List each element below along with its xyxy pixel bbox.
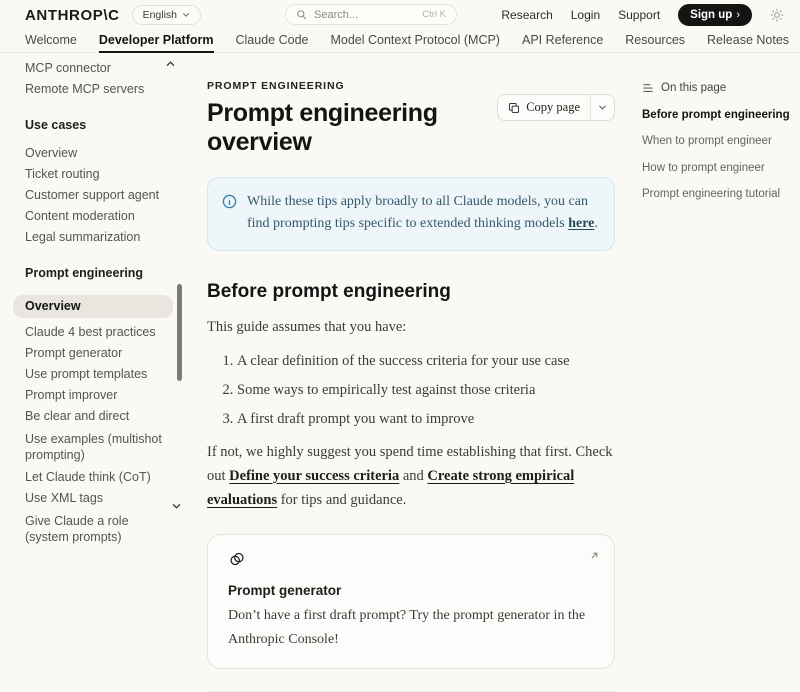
chevron-down-icon	[182, 11, 190, 19]
sidebar-section-use-cases: Use cases	[25, 118, 87, 132]
language-label: English	[142, 9, 178, 21]
breadcrumb: PROMPT ENGINEERING	[207, 80, 345, 92]
sidebar-item-pe-overview[interactable]: Overview	[13, 295, 173, 318]
sidebar-item-customer-support-agent[interactable]: Customer support agent	[25, 188, 160, 202]
page-header	[207, 80, 615, 157]
tab-welcome[interactable]: Welcome	[25, 33, 77, 47]
list-item: 2. Some ways to empirically test against those criteria	[237, 382, 615, 399]
card-title: Prompt generator	[228, 583, 342, 599]
sidebar-item-use-examples-multishot[interactable]: Use examples (multishot prompting)	[25, 432, 162, 462]
anthropic-logo[interactable]: ANTHROP\C	[25, 6, 120, 24]
on-this-page-toc	[642, 53, 792, 509]
prompt-generator-card[interactable]	[207, 534, 615, 668]
sidebar-item-legal-summarization[interactable]: Legal summarization	[25, 230, 141, 244]
top-bar	[0, 0, 800, 28]
primary-nav-tabs	[0, 28, 800, 53]
list-item: 1. A clear definition of the success criteria for your use case	[237, 353, 615, 370]
content-area	[0, 53, 800, 647]
top-right-nav	[501, 4, 784, 26]
page-header-text	[207, 80, 497, 157]
left-sidebar	[0, 53, 195, 544]
toc-item-prompt-engineering-tutorial[interactable]: Prompt engineering tutorial	[642, 188, 781, 201]
sidebar-item-give-claude-a-role[interactable]: Give Claude a role (system prompts)	[25, 514, 129, 544]
sign-up-label: Sign up	[690, 9, 733, 21]
define-success-criteria-link[interactable]: Define your success criteria	[229, 467, 400, 484]
search-shortcut: Ctrl K	[422, 9, 446, 20]
external-link-icon	[589, 548, 600, 566]
info-callout	[207, 177, 615, 251]
callout-text	[247, 191, 598, 236]
followup-part2: and	[399, 467, 428, 484]
tab-resources[interactable]: Resources	[625, 33, 686, 47]
followup-part3: for tips and guidance.	[277, 491, 407, 508]
copy-page-label: Copy page	[526, 100, 580, 114]
tab-release-notes[interactable]: Release Notes	[707, 33, 790, 47]
research-link[interactable]: Research	[501, 8, 553, 22]
sidebar-item-be-clear-and-direct[interactable]: Be clear and direct	[25, 409, 130, 423]
toc-heading-label: On this page	[661, 82, 727, 94]
tab-developer-platform[interactable]: Developer Platform	[99, 28, 214, 52]
toc-heading	[642, 82, 792, 94]
copy-icon	[508, 102, 520, 114]
sidebar-scrollbar[interactable]	[177, 284, 182, 381]
tab-api-reference[interactable]: API Reference	[521, 33, 604, 47]
card-description: Don’t have a first draft prompt? Try the prompt generator in the Anthropic Console!	[228, 608, 586, 647]
chevron-down-icon	[598, 103, 607, 112]
language-selector[interactable]	[132, 5, 201, 25]
search-icon	[296, 9, 307, 20]
sidebar-scroll-up-icon[interactable]	[166, 56, 175, 70]
arrow-right-icon: ›	[736, 8, 740, 21]
section-heading-before-prompt-engineering: Before prompt engineering	[207, 280, 451, 302]
login-link[interactable]: Login	[570, 8, 601, 22]
search-input[interactable]	[285, 4, 457, 25]
sidebar-item-prompt-improver[interactable]: Prompt improver	[25, 388, 118, 402]
followup-part1: If not, we highly suggest you spend time establishing that first. Check out	[207, 443, 613, 484]
callout-text-part1: While these tips apply broadly to all Claude models, you can find prompting tips specific to extended thinking models	[247, 194, 588, 232]
main-content	[207, 53, 615, 647]
sidebar-section-prompt-engineering: Prompt engineering	[25, 266, 144, 280]
sign-up-button[interactable]	[678, 4, 752, 26]
toc-item-how-to-prompt-engineer[interactable]: How to prompt engineer	[642, 161, 765, 174]
link-chain-icon	[228, 550, 246, 568]
toc-item-when-to-prompt-engineer[interactable]: When to prompt engineer	[642, 135, 772, 148]
sidebar-item-prompt-generator[interactable]: Prompt generator	[25, 346, 123, 360]
page-title: Prompt engineering overview	[207, 99, 438, 156]
prerequisites-list	[207, 353, 615, 428]
here-link[interactable]: here	[568, 216, 595, 232]
sidebar-item-remote-mcp-servers[interactable]: Remote MCP servers	[25, 82, 145, 96]
sidebar-item-let-claude-think[interactable]: Let Claude think (CoT)	[25, 470, 151, 484]
list-item: 3. A first draft prompt you want to improve	[237, 411, 615, 428]
sidebar-item-use-xml-tags[interactable]: Use XML tags	[25, 491, 104, 505]
sidebar-item-claude4-best-practices[interactable]: Claude 4 best practices	[25, 325, 156, 339]
copy-page-button[interactable]	[498, 95, 590, 120]
followup-paragraph	[207, 441, 615, 513]
support-link[interactable]: Support	[618, 8, 661, 22]
theme-toggle-sun-icon[interactable]	[770, 8, 784, 22]
sidebar-item-mcp-connector[interactable]: MCP connector	[25, 61, 111, 75]
table-of-contents-icon	[642, 82, 654, 94]
copy-page-split-button	[497, 94, 615, 121]
sidebar-item-use-prompt-templates[interactable]: Use prompt templates	[25, 367, 148, 381]
tab-claude-code[interactable]: Claude Code	[235, 33, 309, 47]
sidebar-item-usecases-overview[interactable]: Overview	[25, 146, 78, 160]
toc-item-before-prompt-engineering[interactable]: Before prompt engineering	[642, 109, 790, 121]
search-placeholder: Search...	[314, 8, 359, 21]
sidebar-scroll-down-icon[interactable]	[172, 499, 181, 513]
sidebar-item-content-moderation[interactable]: Content moderation	[25, 209, 135, 223]
info-icon	[222, 194, 237, 236]
create-empirical-evaluations-link[interactable]: Create strong empirical evaluations	[207, 467, 575, 508]
sidebar-item-ticket-routing[interactable]: Ticket routing	[25, 167, 100, 181]
copy-options-dropdown[interactable]	[590, 95, 614, 120]
callout-text-part2: .	[594, 216, 598, 232]
section-intro: This guide assumes that you have:	[207, 318, 407, 335]
tab-mcp[interactable]: Model Context Protocol (MCP)	[330, 33, 500, 47]
